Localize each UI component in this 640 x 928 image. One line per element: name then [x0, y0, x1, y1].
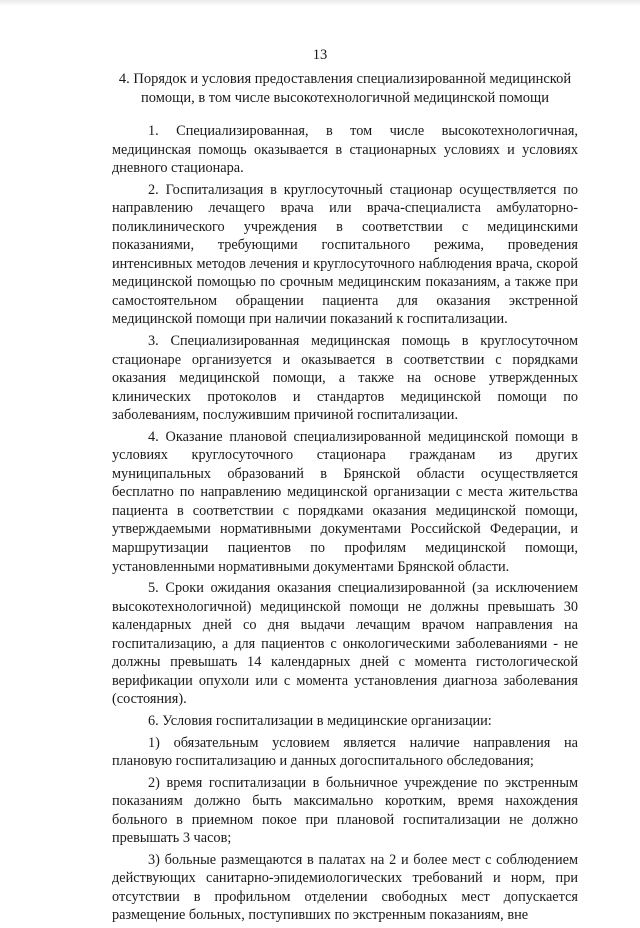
page-number: 13: [312, 47, 328, 63]
scan-edge: [0, 0, 640, 6]
paragraph: 3) больные размещаются в палатах на 2 и более мест с соблюдением действующих санитарно-эпидемиологических требований и норм, при отсутствии в профильном отделении свободных мест допускается размещение больных, поступивших по экстренным показаниям, вне: [112, 851, 578, 924]
paragraph: 5. Сроки ожидания оказания специализированной (за исключением высокотехнологичной) медицинской помощи не должны превышать 30 календарных дней со дня выдачи лечащим врачом направления на госпитализацию, а для пациентов с онкологическими заболеваниями - не должны превышать 14 календарных дней с момента гистологической верификации опухоли или с момента установления диагноза заболевания (состояния).: [112, 580, 578, 708]
paragraph: 2. Госпитализация в круглосуточный стационар осуществляется по направлению лечащего врача или врача-специалиста амбулаторно-поликлинического учреждения в соответствии с медицинскими показаниями, требующими госпитального режима, проведения интенсивных методов лечения и круглосуточного наблюдения врача, скорой медицинской помощью по срочным медицинским показаниям, а также при самостоятельном обращении пациента для оказания экстренной медицинской помощи при наличии показаний к госпитализации.: [112, 181, 578, 328]
paragraph: 2) время госпитализации в больничное учреждение по экстренным показаниям должно быть максимально коротким, время нахождения больного в приемном покое при плановой госпитализации не должно превышать 3 часов;: [112, 774, 578, 847]
paragraph: 1. Специализированная, в том числе высокотехнологичная, медицинская помощь оказывается в стационарных условиях и условиях дневного стационара.: [112, 123, 578, 177]
paragraph: 4. Оказание плановой специализированной медицинской помощи в условиях круглосуточного стационара гражданам из других муниципальных образований в Брянской области осуществляется бесплатно по направлению медицинской организации с места жительства пациента в соответствии с порядками оказания медицинской помощи, утверждаемыми нормативными документами Российской Федерации, и маршрутизации пациентов по профилям медицинской помощи, установленными нормативными документами Брянской области.: [112, 428, 578, 575]
paragraph: 6. Условия госпитализации в медицинские организации:: [148, 712, 492, 729]
paragraph: 1) обязательным условием является наличие направления на плановую госпитализацию и данных догоспитального обследования;: [112, 734, 578, 770]
paragraph: 3. Специализированная медицинская помощь в круглосуточном стационаре организуется и оказывается в соответствии с порядками оказания медицинской помощи, а также на основе утвержденных клинических протоколов и стандартов медицинской помощи по заболеваниям, послужившим причиной госпитализации.: [112, 333, 578, 424]
section-heading: 4. Порядок и условия предоставления специализированной медицинской помощи, в том числе высокотехнологичной медицинской помощи: [118, 71, 572, 106]
document-body: [112, 122, 578, 928]
